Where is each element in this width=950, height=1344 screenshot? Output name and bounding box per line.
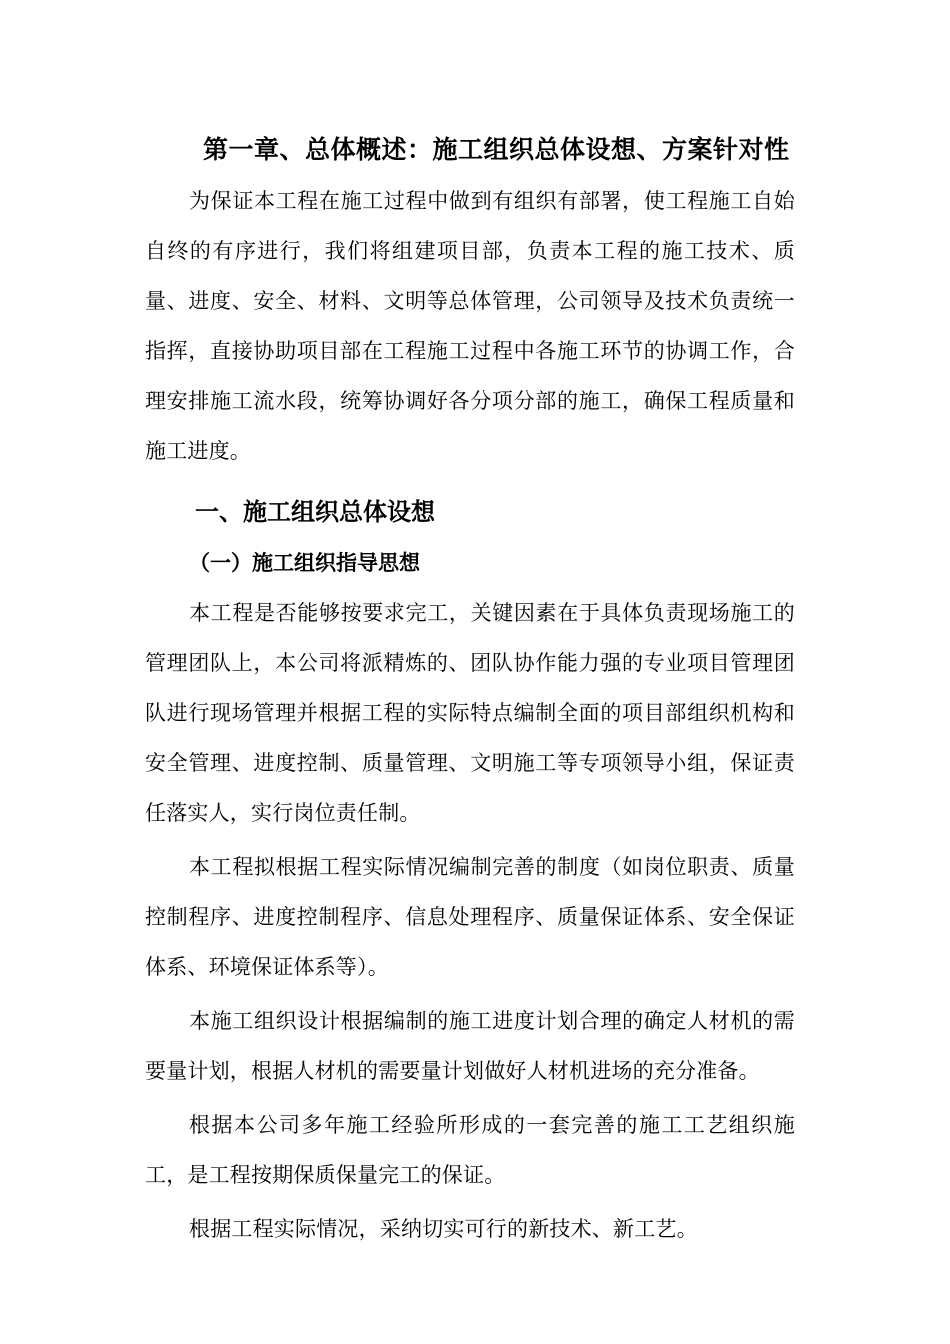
intro-paragraph: 为保证本工程在施工过程中做到有组织有部署，使工程施工自始自终的有序进行，我们将组建项目部，负责本工程的施工技术、质量、进度、安全、材料、文明等总体管理，公司领导及技术负责统一指挥，直接协助项目部在工程施工过程中各施工环节的协调工作，合理安排施工流水段，统筹协调好各分项分部的施工，确保工程质量和施工进度。 [145, 189, 795, 463]
section-title: 一、施工组织总体设想 [195, 497, 435, 526]
body-paragraph: 本工程拟根据工程实际情况编制完善的制度（如岗位职责、质量控制程序、进度控制程序、信息处理程序、质量保证体系、安全保证体系、环境保证体系等）。 [145, 855, 795, 979]
subsection-title: （一）施工组织指导思想 [189, 550, 420, 575]
body-paragraph: 本施工组织设计根据编制的施工进度计划合理的确定人材机的需要量计划，根据人材机的需要量计划做好人材机进场的充分准备。 [145, 1009, 795, 1083]
body-paragraph: 根据工程实际情况，采纳切实可行的新技术、新工艺。 [189, 1217, 698, 1241]
body-paragraph: 根据本公司多年施工经验所形成的一套完善的施工工艺组织施工，是工程按期保质保量完工的保证。 [145, 1113, 795, 1187]
body-paragraph: 本工程是否能够按要求完工，关键因素在于具体负责现场施工的管理团队上，本公司将派精炼的、团队协作能力强的专业项目管理团队进行现场管理并根据工程的实际特点编制全面的项目部组织机构和安全管理、进度控制、质量管理、文明施工等专项领导小组，保证责任落实人，实行岗位责任制。 [145, 601, 795, 825]
chapter-title: 第一章、总体概述：施工组织总体设想、方案针对性 [203, 135, 790, 164]
document-body [145, 128, 795, 1254]
